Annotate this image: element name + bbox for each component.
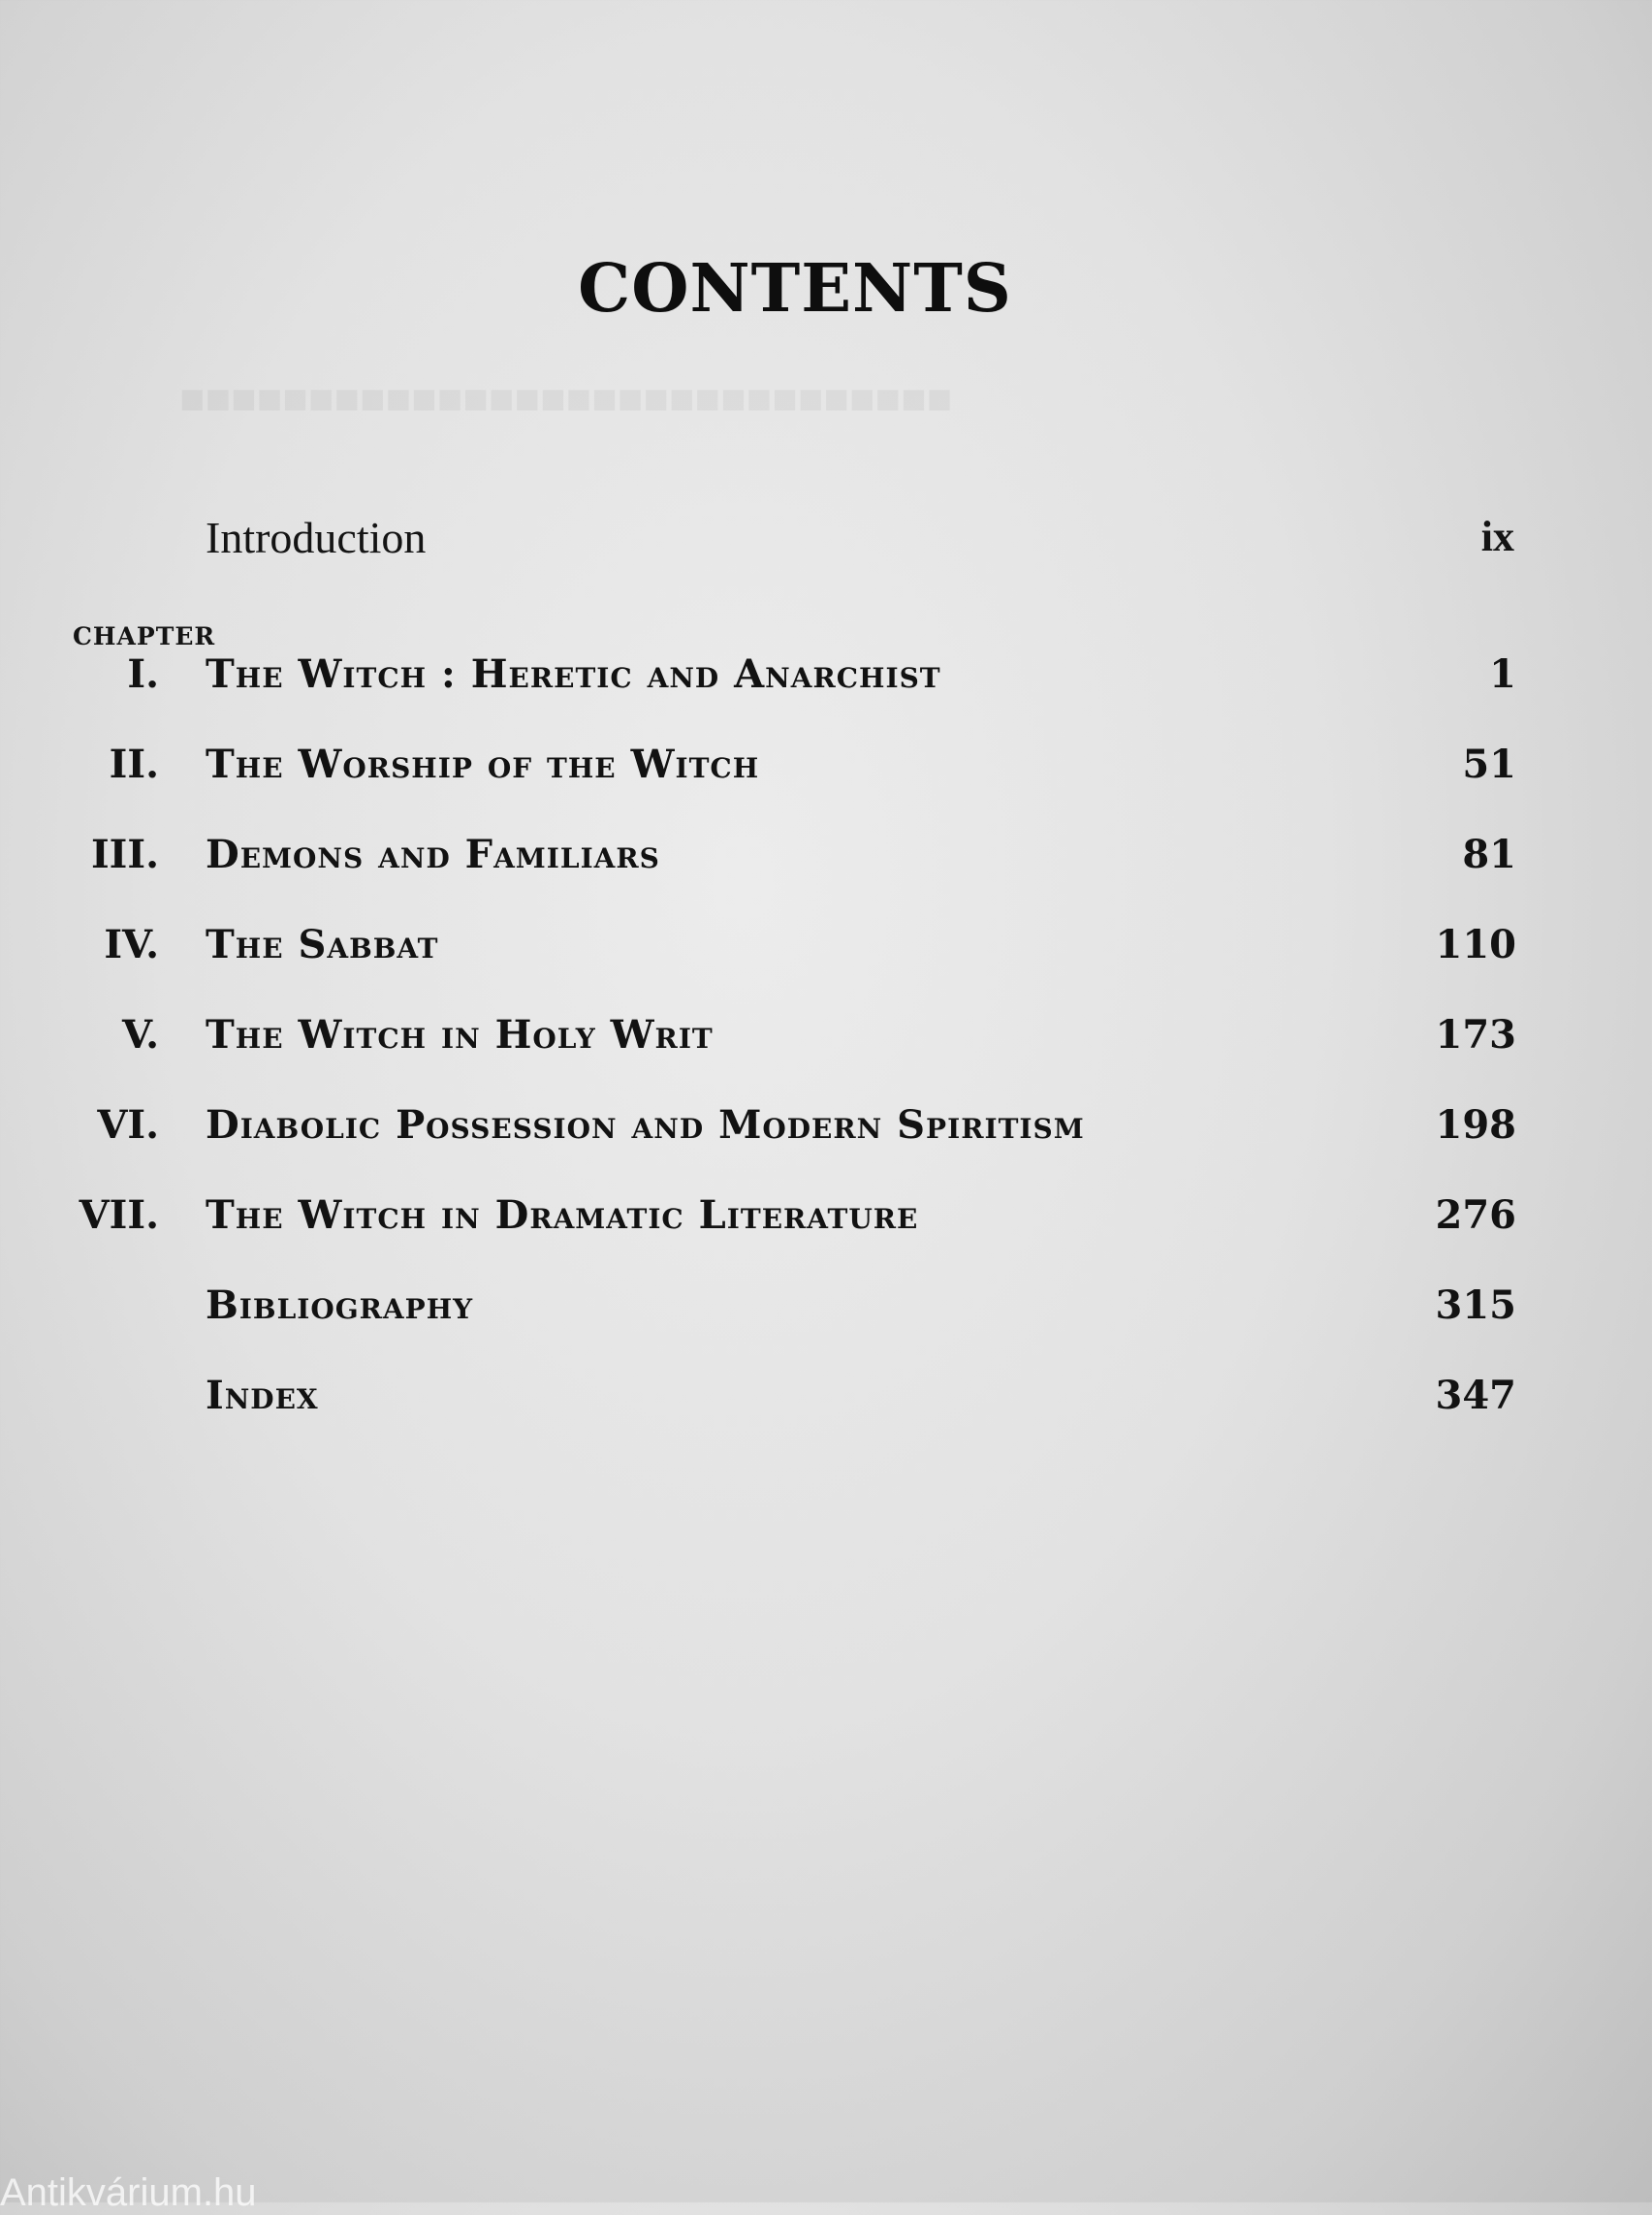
toc-entry-chapter-4 [0, 922, 1652, 980]
chapter-title: The Worship of the Witch [206, 742, 760, 787]
chapter-page-number: 51 [1462, 742, 1516, 787]
chapter-page-number: 198 [1435, 1102, 1516, 1148]
chapter-title: The Witch : Heretic and Anarchist [206, 651, 941, 697]
chapter-numeral: II. [109, 742, 159, 787]
toc-entry-chapter-6 [0, 1102, 1652, 1160]
chapter-title: The Witch in Dramatic Literature [206, 1192, 919, 1238]
chapter-title: Demons and Familiars [206, 832, 660, 877]
back-matter-page-number: 347 [1435, 1373, 1516, 1418]
chapter-numeral: III. [90, 832, 159, 877]
chapter-page-number: 276 [1435, 1192, 1516, 1238]
chapter-numeral: V. [122, 1012, 159, 1058]
watermark-text: Antikvárium.hu [0, 2171, 257, 2214]
chapter-page-number: 81 [1462, 832, 1516, 877]
show-through-texture [179, 368, 1595, 430]
back-matter-title: Index [206, 1373, 319, 1418]
toc-entry-chapter-7 [0, 1192, 1652, 1250]
toc-entry-chapter-3 [0, 832, 1652, 890]
chapter-numeral: IV. [104, 922, 159, 967]
chapter-page-number: 110 [1435, 922, 1516, 967]
toc-entry-bibliography [0, 1282, 1652, 1341]
chapter-numeral: VII. [79, 1192, 159, 1238]
toc-entry-chapter-1 [0, 651, 1652, 710]
chapter-numeral: VI. [97, 1102, 159, 1148]
introduction-page-number: ix [1480, 513, 1514, 560]
chapter-column-heading: CHAPTER [73, 622, 216, 650]
back-matter-title: Bibliography [206, 1282, 474, 1328]
chapter-title: The Witch in Holy Writ [206, 1012, 714, 1058]
chapter-title: Diabolic Possession and Modern Spiritism [206, 1102, 1085, 1148]
back-matter-page-number: 315 [1435, 1282, 1516, 1328]
toc-entry-chapter-5 [0, 1012, 1652, 1070]
page-title: CONTENTS [578, 250, 1012, 328]
chapter-title: The Sabbat [206, 922, 439, 967]
toc-entry-chapter-2 [0, 742, 1652, 800]
toc-entry-index [0, 1373, 1652, 1431]
chapter-page-number: 173 [1435, 1012, 1516, 1058]
chapter-numeral: I. [127, 651, 159, 697]
introduction-label: Introduction [206, 513, 427, 562]
chapter-page-number: 1 [1489, 651, 1516, 697]
